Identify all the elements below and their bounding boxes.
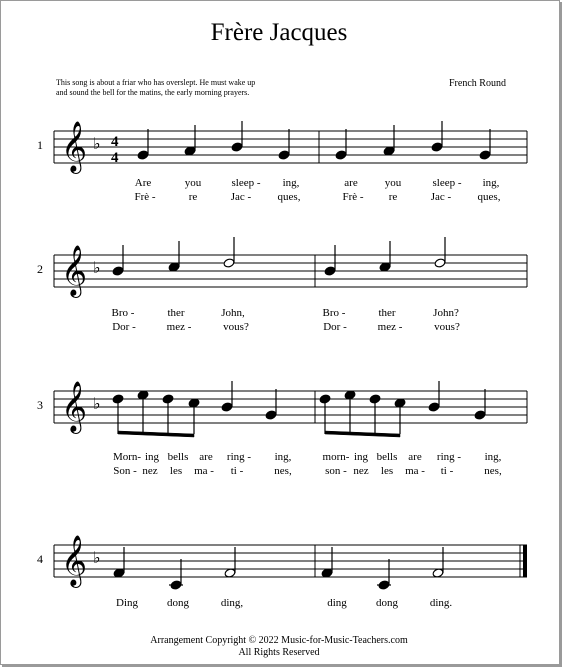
song-description: This song is about a friar who has overslept. He must wake up and sound the bell for the matins, the early morning prayers.: [56, 78, 256, 97]
flat-sign: ♭: [93, 548, 101, 567]
lyric: ma -: [405, 465, 425, 477]
notes-system-1: [137, 121, 491, 160]
lyric: morn-: [322, 451, 350, 463]
lyric: John,: [221, 307, 245, 319]
lyric: sleep -: [231, 177, 261, 189]
system-number: 4: [37, 552, 43, 566]
lyric: nes,: [484, 465, 502, 477]
lyric: ding: [327, 597, 347, 609]
lyric: ti -: [230, 465, 244, 477]
lyric: les: [380, 465, 394, 477]
lyric: ques,: [277, 191, 301, 203]
lyric: Son -: [113, 465, 137, 477]
staff-lines: [54, 131, 527, 163]
lyric: ques,: [477, 191, 501, 203]
copyright-notice: Arrangement Copyright © 2022 Music-for-Music-Teachers.com: [150, 635, 408, 646]
treble-clef: 𝄞: [61, 535, 88, 586]
lyric: ding.: [429, 597, 453, 609]
lyric: Dor -: [112, 321, 136, 333]
lyric: Morn-: [112, 451, 142, 463]
notes-system-2: [112, 237, 446, 276]
lyric: ing: [144, 451, 160, 463]
lyric: nez: [142, 465, 158, 477]
lyric: ther: [378, 307, 396, 319]
lyric: you: [384, 177, 402, 189]
lyric: Frè -: [342, 191, 364, 203]
lyric: John?: [433, 307, 459, 319]
treble-clef: 𝄞: [61, 381, 88, 432]
lyric: bells: [376, 451, 398, 463]
lyric: Ding: [116, 597, 138, 609]
lyric: nez: [353, 465, 369, 477]
lyric: ther: [167, 307, 185, 319]
lyric: ma -: [194, 465, 214, 477]
staff-lines: [54, 545, 527, 577]
flat-sign: ♭: [93, 394, 101, 413]
lyric: Bro -: [322, 307, 346, 319]
lyric: are: [408, 451, 422, 463]
treble-clef: 𝄞: [61, 121, 88, 172]
lyric: are: [344, 177, 358, 189]
lyric: bells: [167, 451, 189, 463]
lyric: you: [184, 177, 202, 189]
lyric: are: [199, 451, 213, 463]
lyric: les: [169, 465, 183, 477]
staff-lines: [54, 255, 527, 287]
time-signature-bottom: 4: [111, 150, 119, 166]
time-signature-top: 4: [111, 134, 119, 150]
lyric: dong: [376, 597, 398, 609]
lyric: Dor -: [323, 321, 347, 333]
lyric: ing,: [484, 451, 502, 463]
flat-sign: ♭: [93, 258, 101, 277]
lyric: ing: [353, 451, 369, 463]
staff-lines: [54, 391, 527, 423]
song-subtitle: French Round: [449, 78, 506, 89]
lyric: re: [388, 191, 398, 203]
system-number: 1: [37, 138, 43, 152]
flat-sign: ♭: [93, 134, 101, 153]
lyric: Bro -: [111, 307, 135, 319]
lyric: dong: [167, 597, 189, 609]
lyric: ring -: [226, 451, 252, 463]
lyric: Are: [134, 177, 152, 189]
lyric: mez -: [377, 321, 403, 333]
lyric: mez -: [166, 321, 192, 333]
lyric: vous?: [223, 321, 249, 333]
rights-notice: All Rights Reserved: [238, 647, 320, 658]
lyric: Frè -: [134, 191, 156, 203]
lyric: nes,: [274, 465, 292, 477]
system-number: 3: [37, 398, 43, 412]
page-title: Frère Jacques: [210, 19, 348, 46]
system-number: 2: [37, 262, 43, 276]
lyric: vous?: [434, 321, 460, 333]
treble-clef: 𝄞: [61, 245, 88, 296]
lyric: Jac -: [430, 191, 452, 203]
lyric: ding,: [220, 597, 244, 609]
lyric: ing,: [482, 177, 500, 189]
lyric: Jac -: [230, 191, 252, 203]
lyric: re: [188, 191, 198, 203]
music-staff-1: [1, 1, 561, 668]
lyric: ti -: [440, 465, 454, 477]
lyric: ing,: [274, 451, 292, 463]
lyric: ing,: [282, 177, 300, 189]
notes-system-3: [112, 381, 486, 437]
lyric: ring -: [436, 451, 462, 463]
lyric: son -: [325, 465, 347, 477]
lyric: sleep -: [432, 177, 462, 189]
